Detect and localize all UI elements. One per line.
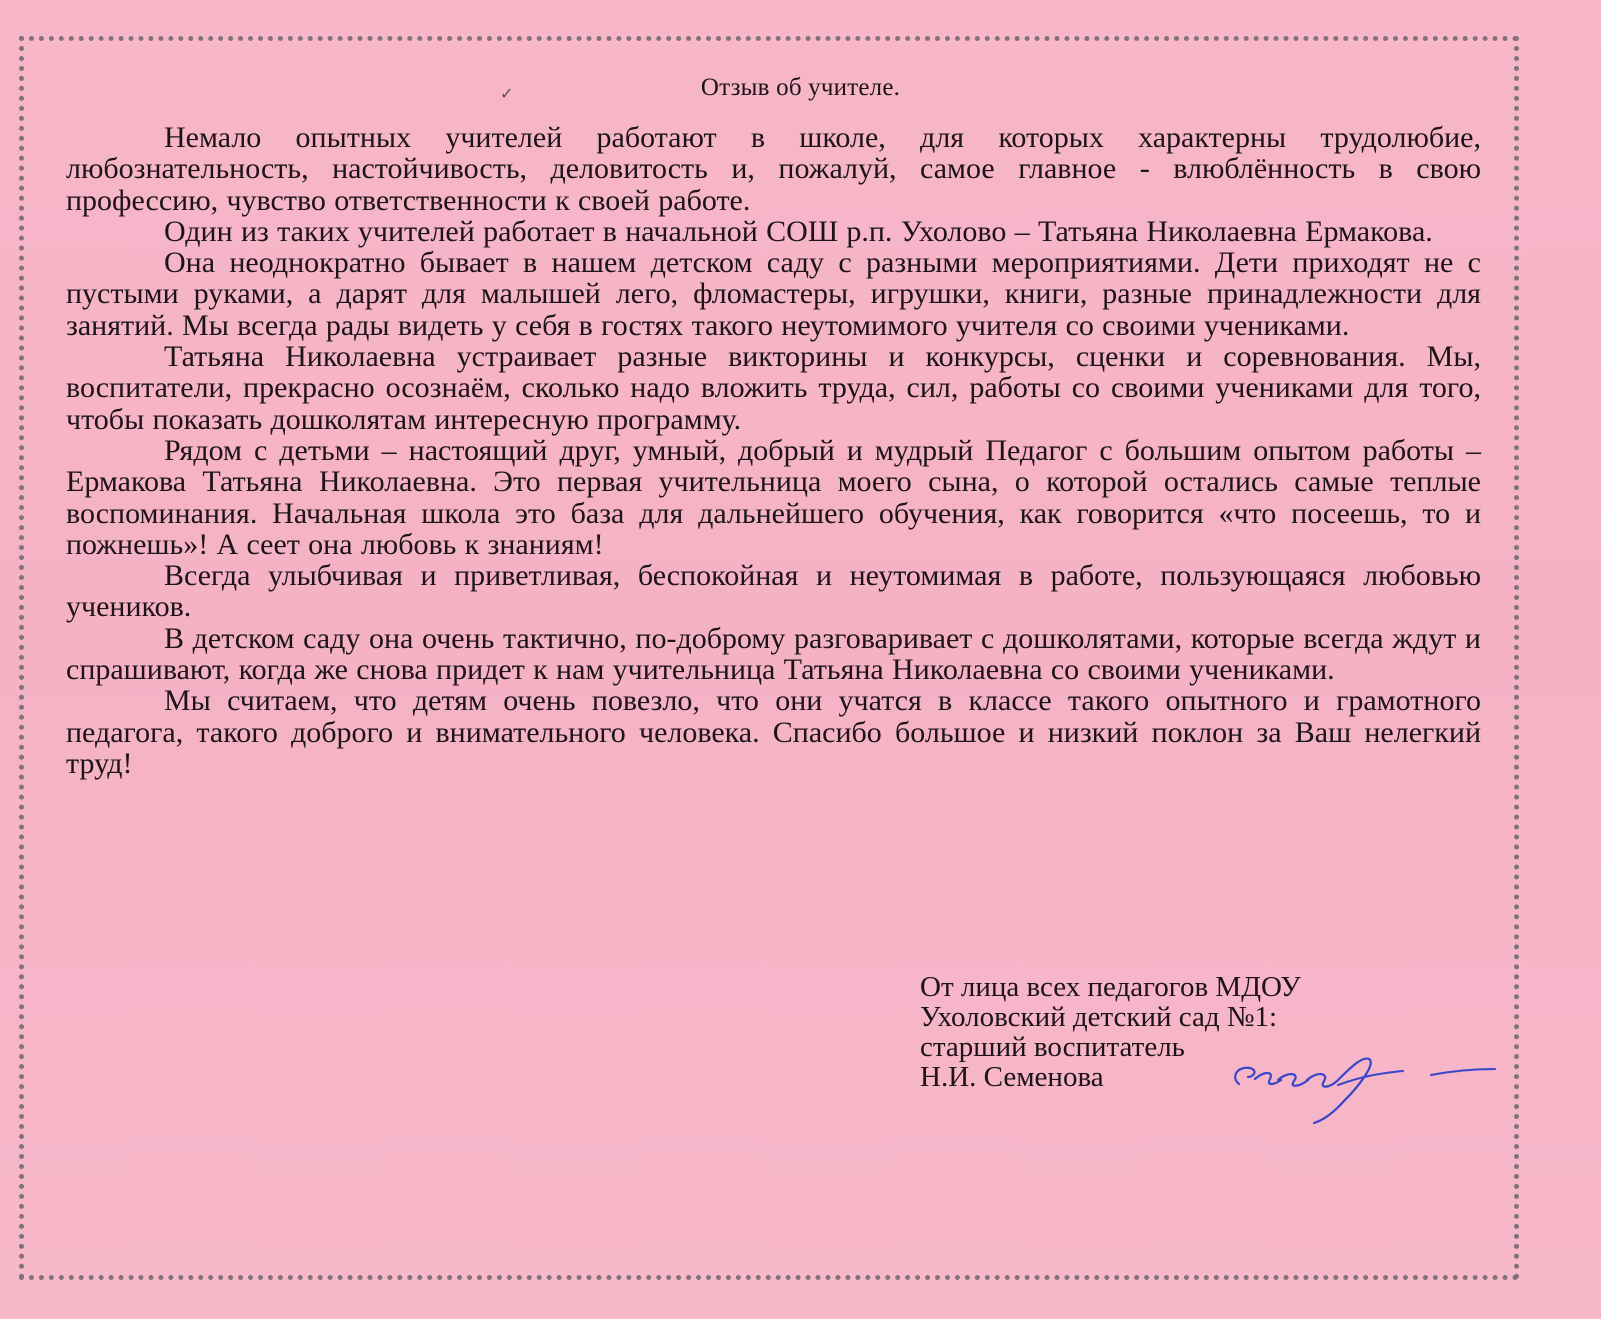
signature-line-1: От лица всех педагогов МДОУ: [920, 971, 1301, 1003]
small-scan-mark-icon: ✓: [500, 86, 514, 103]
letter-body: [66, 122, 1481, 779]
signature-line-2: Ухоловский детский сад №1:: [920, 1001, 1278, 1033]
paragraph-6: Всегда улыбчивая и приветливая, беспокойная и неутомимая в работе, пользующаяся любовью учеников.: [66, 559, 1481, 624]
paragraph-4: Татьяна Николаевна устраивает разные викторины и конкурсы, сценки и соревнования. Мы, воспитатели, прекрасно осознаём, сколько надо вложить труда, сил, работы со своими учениками для того, чтобы показать дошколятам интересную программу.: [66, 340, 1481, 436]
signature-line-3: старший воспитатель: [920, 1031, 1185, 1063]
paragraph-3: Она неоднократно бывает в нашем детском саду с разными мероприятиями. Дети приходят не с пустыми руками, а дарят для малышей лего, фломастеры, игрушки, книги, разные принадлежности для занятий. Мы всегда рады видеть у себя в гостях такого неутомимого учителя со своими учениками.: [66, 246, 1481, 342]
document-title: Отзыв об учителе.: [700, 74, 901, 101]
paragraph-1: Немало опытных учителей работают в школе, для которых характерны трудолюбие, любознательность, настойчивость, деловитость и, пожалуй, самое главное - влюблённость в свою профессию, чувство ответственности к своей работе.: [66, 121, 1481, 217]
paragraph-8: Мы считаем, что детям очень повезло, что они учатся в классе такого опытного и грамотного педагога, такого доброго и внимательного человека. Спасибо большое и низкий поклон за Ваш нелегкий труд!: [66, 684, 1481, 780]
handwritten-signature-icon: [1226, 1046, 1500, 1124]
paragraph-7: В детском саду она очень тактично, по-доброму разговаривает с дошколятами, которые всегда ждут и спрашивают, когда же снова придет к нам учительница Татьяна Николаевна со своими учениками.: [66, 621, 1481, 687]
signature-line-4: Н.И. Семенова: [920, 1061, 1104, 1093]
paragraph-5: Рядом с детьми – настоящий друг, умный, добрый и мудрый Педагог с большим опытом работы – Ермакова Татьяна Николаевна. Это первая учительница моего сына, о которой остались самые теплые воспоминания. Начальная школа это база для дальнейшего обучения, как говорится «что посеешь, то и пожнешь»! А сеет она любовь к знаниям!: [66, 433, 1481, 561]
paragraph-2: Один из таких учителей работает в начальной СОШ р.п. Ухолово – Татьяна Николаевна Ермакова.: [164, 214, 1433, 248]
